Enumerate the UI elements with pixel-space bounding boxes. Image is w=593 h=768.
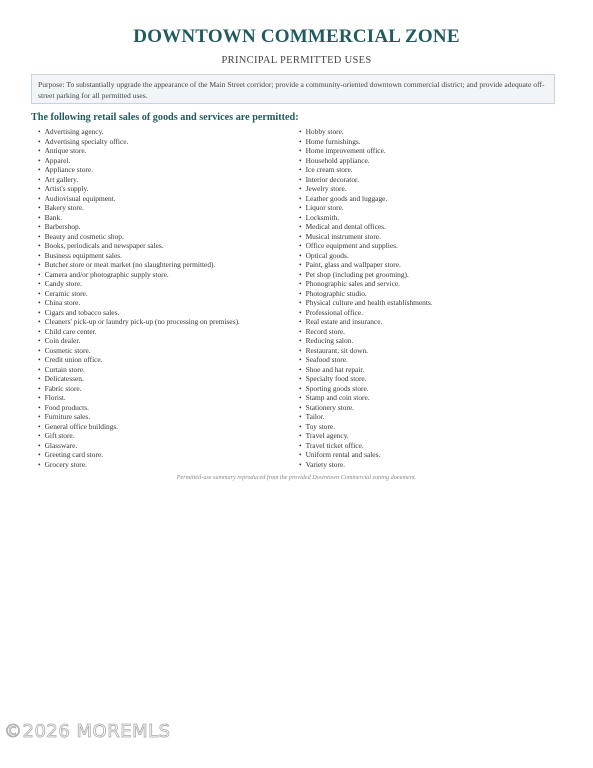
list-item-label: Medical and dental offices. [305,222,386,231]
list-item-label: Furniture sales. [44,412,91,421]
bullet-icon: • [299,136,302,146]
list-item-label: Record store. [305,326,345,336]
bullet-icon: • [38,459,41,469]
bullet-icon: • [38,450,41,459]
list-item-label: Specialty food store. [305,374,367,383]
list-item-label: Greeting card store. [44,450,104,459]
list-item-label: Beauty and cosmetic shop. [44,231,124,241]
bullet-icon: • [38,184,41,193]
list-item [38,450,300,460]
list-item-label: Reducing salon. [305,336,354,345]
list-item [38,355,300,365]
list-item-label: Musical instrument store. [305,231,381,241]
bullet-icon: • [38,345,41,355]
list-item-label: Coin dealer. [44,336,81,345]
bullet-icon: • [38,174,41,184]
list-item-label: China store. [44,298,81,307]
list-item [38,374,300,384]
list-item-label: Bakery store. [44,203,84,212]
list-item-label: Locksmith. [305,212,340,222]
list-item [299,355,561,365]
list-item-label: Leather goods and luggage. [305,193,388,203]
bullet-icon: • [38,146,41,155]
list-item-label: Grocery store. [44,459,87,469]
list-item-label: Household appliance. [305,155,370,165]
list-item [299,222,561,232]
bullet-icon: • [38,193,41,203]
list-item-label: Advertising agency. [44,127,104,136]
list-item-label: Ceramic store. [44,288,88,298]
list-item [299,203,561,213]
list-item-label: Cigars and tobacco sales. [44,307,120,317]
bullet-icon: • [38,412,41,421]
list-item [38,127,300,137]
list-item [38,232,300,242]
list-item [38,137,300,147]
list-item-label: Fabric store. [44,383,82,393]
bullet-icon: • [38,374,41,383]
bullet-icon: • [38,355,41,364]
bullet-icon: • [38,364,41,374]
list-item [38,298,300,308]
bullet-icon: • [38,269,41,279]
bullet-icon: • [299,431,302,440]
list-item [38,251,300,261]
list-item [38,403,300,413]
bullet-icon: • [38,127,41,136]
list-item [299,441,561,451]
bullet-icon: • [299,383,302,393]
list-item-label: Ice cream store. [305,165,353,174]
list-item-label: Antique store. [44,146,87,155]
bullet-icon: • [38,307,41,317]
bullet-icon: • [38,298,41,307]
list-item [38,279,300,289]
list-item [299,393,561,403]
bullet-icon: • [38,326,41,336]
list-item-label: Professional office. [305,307,363,317]
list-item-label: Tailor. [305,412,325,421]
bullet-icon: • [299,165,302,174]
list-item-label: Audiovisual equipment. [44,193,116,203]
list-item [38,336,300,346]
list-item-label: Shoe and hat repair. [305,364,365,374]
list-item-label: General office buildings. [44,421,119,431]
list-item [299,422,561,432]
bullet-icon: • [299,307,302,317]
bullet-icon: • [299,222,302,231]
bullet-icon: • [299,127,302,136]
list-item [299,374,561,384]
bullet-icon: • [299,212,302,222]
bullet-icon: • [38,165,41,174]
list-item [299,460,561,470]
list-item [299,308,561,318]
page-title: DOWNTOWN COMMERCIAL ZONE [133,26,460,47]
list-item-label: Appliance store. [44,165,94,174]
list-item [299,232,561,242]
bullet-icon: • [38,279,41,288]
bullet-icon: • [38,250,41,260]
bullet-icon: • [299,203,302,212]
list-item [38,146,300,156]
bullet-icon: • [299,336,302,345]
bullet-icon: • [38,383,41,393]
list-item-label: Sporting goods store. [305,383,369,393]
list-item-label: Barbershop. [44,222,81,231]
bullet-icon: • [299,421,302,431]
list-item [38,184,300,194]
list-item [299,241,561,251]
list-item [38,384,300,394]
list-item [299,431,561,441]
bullet-icon: • [38,431,41,440]
list-item [299,384,561,394]
list-item-label: Apparel. [44,155,71,165]
list-item-label: Uniform rental and sales. [305,450,381,459]
list-item-label: Real estate and insurance. [305,317,383,326]
list-item-label: Jewelry store. [305,184,347,193]
bullet-icon: • [299,279,302,288]
list-item [299,260,561,270]
list-item [38,213,300,223]
list-item [299,156,561,166]
list-item [38,327,300,337]
list-item-label: Art gallery. [44,174,79,184]
list-item [38,222,300,232]
list-item-label: Camera and/or photographic supply store. [44,269,169,279]
footnote: Permitted-use summary reproduced from the provided Downtown Commercial zoning document. [176,474,417,481]
list-item-label: Interior decorator. [305,174,359,184]
bullet-icon: • [299,402,302,412]
list-item [38,194,300,204]
list-item-label: Child care center. [44,326,97,336]
bullet-icon: • [299,231,302,241]
list-item [299,194,561,204]
list-item [299,146,561,156]
purpose-box: Purpose: To substantially upgrade the appearance of the Main Street corridor; provide a community-oriented downtown commercial district; and provide adequate off-street parking for all permitted uses. [31,74,555,104]
list-item-label: Stamp and coin store. [305,393,370,402]
list-item [38,203,300,213]
list-item-label: Candy store. [44,279,82,288]
list-item [299,137,561,147]
list-item [38,270,300,280]
bullet-icon: • [38,336,41,345]
list-item [38,412,300,422]
list-item [299,412,561,422]
bullet-icon: • [299,155,302,165]
permitted-uses-right-column [299,127,561,469]
bullet-icon: • [299,241,302,250]
list-item-label: Artist's supply. [44,184,89,193]
bullet-icon: • [299,326,302,336]
list-item [299,289,561,299]
list-item [38,308,300,318]
list-item-label: Stationery store. [305,402,355,412]
list-item [299,346,561,356]
list-item-label: Butcher store or meat market (no slaughtering permitted). [44,260,216,269]
bullet-icon: • [38,203,41,212]
list-item [299,165,561,175]
list-item-label: Hobby store. [305,127,344,136]
list-item-label: Photographic studio. [305,288,367,298]
bullet-icon: • [299,345,302,355]
list-item [299,327,561,337]
list-item [38,393,300,403]
list-item-label: Home improvement office. [305,146,386,155]
list-item [299,403,561,413]
bullet-icon: • [38,222,41,231]
bullet-icon: • [299,440,302,450]
section-heading: The following retail sales of goods and services are permitted: [31,112,299,123]
list-item-label: Curtain store. [44,364,85,374]
list-item [299,213,561,223]
page-subtitle: PRINCIPAL PERMITTED USES [221,55,372,66]
list-item [38,441,300,451]
list-item [38,431,300,441]
list-item-label: Pet shop (including pet grooming). [305,269,409,279]
list-item-label: Books, periodicals and newspaper sales. [44,241,164,250]
bullet-icon: • [299,393,302,402]
list-item-label: Food products. [44,402,89,412]
bullet-icon: • [299,146,302,155]
list-item-label: Advertising specialty office. [44,136,129,146]
bullet-icon: • [299,184,302,193]
list-item [299,365,561,375]
list-item-label: Variety store. [305,459,345,469]
bullet-icon: • [299,450,302,459]
bullet-icon: • [299,269,302,279]
list-item [38,260,300,270]
list-item [38,165,300,175]
list-item [38,460,300,470]
permitted-uses-left-column [38,127,300,469]
list-item [299,450,561,460]
list-item [299,270,561,280]
list-item-label: Glassware. [44,440,78,450]
list-item-label: Phonographic sales and service. [305,279,401,288]
list-item-label: Home furnishings. [305,136,361,146]
list-item-label: Travel agency. [305,431,349,440]
list-item-label: Restaurant, sit down. [305,345,368,355]
bullet-icon: • [299,260,302,269]
bullet-icon: • [299,374,302,383]
list-item [299,127,561,137]
bullet-icon: • [299,288,302,298]
list-item [299,298,561,308]
list-item [38,289,300,299]
list-item [299,279,561,289]
bullet-icon: • [299,174,302,184]
list-item-label: Liquor store. [305,203,344,212]
bullet-icon: • [38,136,41,146]
list-item [38,365,300,375]
list-item-label: Optical goods. [305,250,349,260]
list-item-label: Bank. [44,212,63,222]
list-item-label: Delicatessen. [44,374,84,383]
bullet-icon: • [38,288,41,298]
list-item [299,317,561,327]
bullet-icon: • [38,402,41,412]
list-item-label: Office equipment and supplies. [305,241,398,250]
bullet-icon: • [38,421,41,431]
bullet-icon: • [38,440,41,450]
bullet-icon: • [299,364,302,374]
watermark: ©2026 MOREMLS [4,721,171,742]
list-item-label: Business equipment sales. [44,250,122,260]
bullet-icon: • [38,212,41,222]
bullet-icon: • [299,298,302,307]
list-item [38,346,300,356]
bullet-icon: • [299,412,302,421]
list-item-label: Seafood store. [305,355,348,364]
bullet-icon: • [38,155,41,165]
list-item [299,251,561,261]
list-item-label: Cosmetic store. [44,345,91,355]
list-item [299,175,561,185]
bullet-icon: • [38,260,41,269]
bullet-icon: • [299,317,302,326]
list-item-label: Florist. [44,393,66,402]
list-item-label: Cleaners' pick-up or laundry pick-up (no processing on premises). [44,317,240,326]
list-item [299,336,561,346]
bullet-icon: • [38,241,41,250]
list-item [38,317,300,327]
list-item [38,156,300,166]
bullet-icon: • [38,393,41,402]
list-item [38,175,300,185]
list-item-label: Toy store. [305,421,336,431]
list-item [38,422,300,432]
list-item-label: Gift store. [44,431,75,440]
list-item-label: Travel ticket office. [305,440,364,450]
list-item [299,184,561,194]
list-item-label: Credit union office. [44,355,103,364]
list-item-label: Paint, glass and wallpaper store. [305,260,401,269]
bullet-icon: • [299,355,302,364]
bullet-icon: • [38,317,41,326]
bullet-icon: • [299,459,302,469]
bullet-icon: • [38,231,41,241]
list-item [38,241,300,251]
bullet-icon: • [299,250,302,260]
bullet-icon: • [299,193,302,203]
list-item-label: Physical culture and health establishments. [305,298,433,307]
